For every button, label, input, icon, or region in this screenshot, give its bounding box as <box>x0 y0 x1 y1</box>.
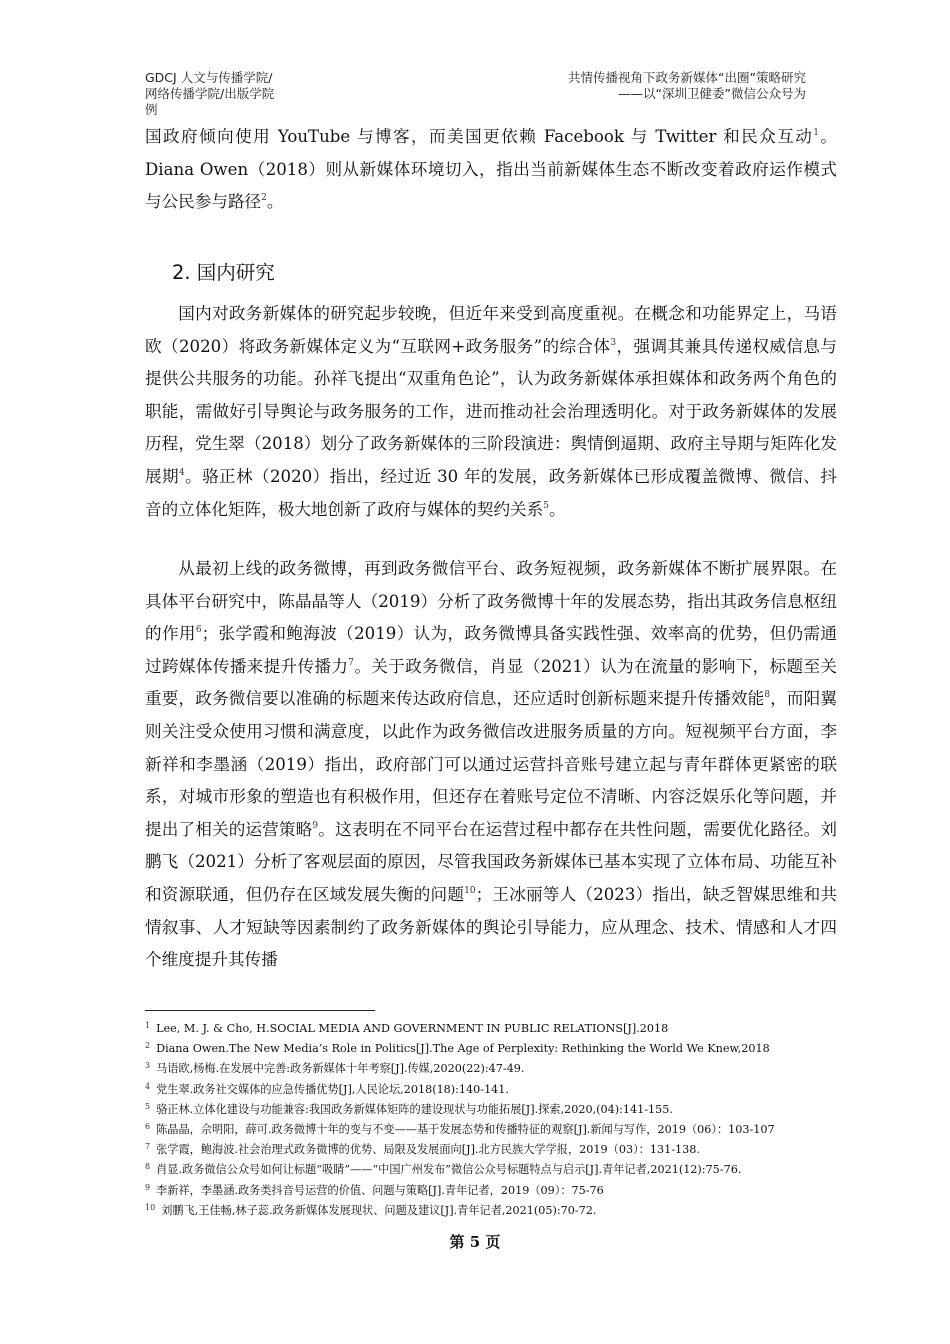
intro-paragraph <box>145 121 837 219</box>
footnote-ref[interactable]: 1 <box>813 128 819 138</box>
intro-text <box>145 121 837 219</box>
footnote-text: Lee, M. J. & Cho, H.SOCIAL MEDIA AND GOVERNMENT IN PUBLIC RELATIONS[J].2018 <box>156 1022 669 1035</box>
header-right-line: 共情传播视角下政务新媒体“出圈”策略研究 <box>568 70 806 85</box>
footnote-number: 6 <box>145 1122 151 1132</box>
footnote-ref[interactable]: 9 <box>312 820 319 831</box>
footnote-ref[interactable]: 5 <box>543 500 549 511</box>
body-paragraph-1 <box>145 298 837 526</box>
footnote-number: 4 <box>145 1081 151 1091</box>
footnote-ref[interactable]: 2 <box>261 193 267 204</box>
footnote-text: 陈晶晶，佘明阳，薛可.政务微博十年的变与不变——基于发展态势和传播特征的观察[J].新闻与写作，2019（06）：103-107 <box>156 1123 775 1137</box>
header-right <box>470 70 806 102</box>
footnote-number: 5 <box>145 1101 151 1111</box>
text-run: 。这表明在不同平台在运营过程中都存在共性问题，需要优化路径。刘鹏飞（2021）分析了客观层面的原因，尽管我国政务新媒体已基本实现了立体布局、功能互补和资源联通，但仍存在区域发展失衡的问题 <box>145 819 838 904</box>
text-run: ，强调其兼具传递权威信息与提供公共服务的功能。孙祥飞提出“双重角色论”，认为政务新媒体承担媒体和政务两个角色的职能，需做好引导舆论与政务服务的工作，进而推动社会治理透明化。对于政务新媒体的发展历程，党生翠（2018）划分了政务新媒体的三阶段演进：舆情倒逼期、政府主导期与矩阵化发展期 <box>145 336 838 486</box>
text-run: ；王冰丽等人（2023）指出，缺乏智媒思维和共情叙事、人才短缺等因素制约了政务新媒体的舆论引导能力，应从理念、技术、情感和人才四个维度提升其传播 <box>145 884 837 970</box>
intro-line1: 国政府倾向使用 YouTube 与博客，而美国更依赖 Facebook 与 Twitter 和民众互动 <box>145 127 814 146</box>
page-number: 第 5 页 <box>449 1233 501 1251</box>
paragraph-text <box>145 298 837 526</box>
header-left <box>145 70 320 118</box>
footnote-text: Diana Owen.The New Media’s Role in Politics[J].The Age of Perplexity: Rethinking the World We Knew,2018 <box>156 1042 770 1056</box>
intro-line2: 。Diana Owen（2018）则从新媒体环境切入，指出当前新媒体生态不断改变着政府运作模式与公民参与路径 <box>145 127 837 212</box>
footnote-number: 7 <box>145 1142 151 1152</box>
footnote-divider <box>145 1010 375 1011</box>
footnotes <box>145 1018 825 1220</box>
footnote-item <box>145 1180 825 1199</box>
footnote-item <box>145 1099 825 1118</box>
footnote-ref[interactable]: 7 <box>348 657 355 668</box>
footnote-ref[interactable]: 6 <box>195 625 202 636</box>
body-paragraph-2 <box>145 553 837 977</box>
footnote-item <box>145 1119 825 1138</box>
footnote-item <box>145 1018 825 1037</box>
text-run: ，而阳翼则关注受众使用习惯和满意度，以此作为政务微信改进服务质量的方向。短视频平台方面，李新祥和李墨涵（2019）指出，政府部门可以通过运营抖音账号建立起与青年群体更紧密的联系，对城市形象的塑造也有积极作用，但还存在着账号定位不清晰、内容泛娱乐化等问题，并提出了相关的运营策略 <box>145 689 837 839</box>
text-run: 从最初上线的政务微博，再到政务微信平台、政务短视频，政务新媒体不断扩展界限。在具体平台研究中，陈晶晶等人（2019）分析了政务微博十年的发展态势，指出其政务信息枢纽的作用 <box>145 559 837 644</box>
footnote-item <box>145 1038 825 1057</box>
paragraph-text <box>145 553 837 977</box>
footnote-ref[interactable]: 8 <box>764 690 771 701</box>
footnote-ref[interactable]: 4 <box>178 467 185 478</box>
footnote-text: 刘鹏飞,王佳畅,林子蕊.政务新媒体发展现状、问题及建议[J].青年记者,2021(05):70-72. <box>161 1203 597 1217</box>
intro-line2-end: 。 <box>266 192 284 212</box>
footnote-text: 张学霞，鲍海波.社会治理式政务微博的优势、局限及发展面向[J].北方民族大学学报，2019（03）：131-138. <box>156 1143 700 1157</box>
footnote-number: 2 <box>145 1041 151 1051</box>
text-run: 国内对政务新媒体的研究起步较晚，但近年来受到高度重视。在概念和功能界定上，马语欧（2020）将政务新媒体定义为“互联网+政务服务”的综合体 <box>145 304 837 356</box>
footnote-ref[interactable]: 10 <box>464 885 476 896</box>
text-run: ；张学霞和鲍海波（2019）认为，政务微博具备实践性强、效率高的优势，但仍需通过跨媒体传播来提升传播力 <box>145 624 838 676</box>
footnote-number: 10 <box>145 1202 156 1212</box>
footnote-text: 肖显.政务微信公众号如何让标题“吸睛”——“中国广州发布”微信公众号标题特点与启示[J].青年记者,2021(12):75-76. <box>156 1163 742 1177</box>
footnote-item <box>145 1139 825 1158</box>
footnote-number: 3 <box>145 1061 151 1071</box>
footnote-item <box>145 1159 825 1178</box>
header-right-line: ——以“深圳卫健委”微信公众号为 <box>618 86 806 101</box>
footnote-number: 1 <box>145 1021 151 1030</box>
section-heading: 2. 国内研究 <box>172 261 275 284</box>
footnote-item <box>145 1200 825 1219</box>
text-run: 。关于政务微信，肖显（2021）认为在流量的影响下，标题至关重要，政务微信要以准确的标题来传达政府信息，还应适时创新标题来提升传播效能 <box>145 656 838 709</box>
header-left-line: 例 <box>145 102 158 117</box>
footnote-number: 9 <box>145 1182 151 1192</box>
text-run: 。骆正林（2020）指出，经过近 30 年的发展，政务新媒体已形成覆盖微博、微信、抖音的立体化矩阵，极大地创新了政府与媒体的契约关系 <box>145 466 837 519</box>
header-left-line: 网络传播学院/出版学院 <box>145 86 275 101</box>
footnote-number: 8 <box>145 1162 151 1172</box>
footnote-text: 骆正林.立体化建设与功能兼容:我国政务新媒体矩阵的建设现状与功能拓展[J].探索,2020,(04):141-155. <box>156 1102 673 1116</box>
footnote-ref[interactable]: 3 <box>610 337 617 348</box>
footnote-text: 马语欧,杨梅.在发展中完善:政务新媒体十年考察[J].传媒,2020(22):47-49. <box>156 1062 525 1076</box>
footnote-text: 党生翠.政务社交媒体的应急传播优势[J],人民论坛,2018(18):140-141. <box>156 1082 509 1096</box>
text-run: 。 <box>548 499 566 519</box>
footnote-text: 李新祥，李墨涵.政务类抖音号运营的价值、问题与策略[J].青年记者，2019（09）：75-76 <box>156 1183 604 1197</box>
footnote-item <box>145 1079 825 1098</box>
footnote-item <box>145 1058 825 1077</box>
header-left-line: GDCJ 人文与传播学院/ <box>145 70 273 85</box>
